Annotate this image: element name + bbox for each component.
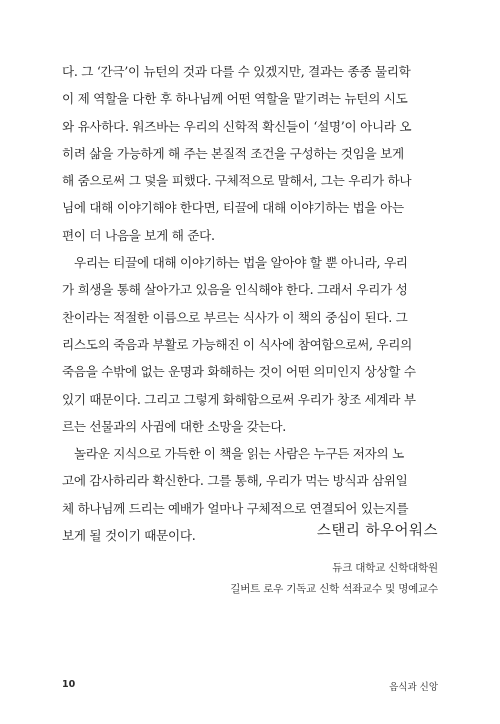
- page-number: 10: [62, 679, 76, 690]
- text-line: 가 희생을 통해 살아가고 있음을 인식해야 한다. 그래서 우리가 성: [62, 282, 408, 298]
- text-line: 르는 선물과의 사귐에 대한 소망을 갖는다.: [62, 418, 286, 434]
- text-line: 해 줌으로써 그 덫을 피했다. 구체적으로 말해서, 그는 우리가 하나: [62, 173, 412, 189]
- text-line: 고에 감사하리라 확신한다. 그를 통해, 우리가 먹는 방식과 삼위일: [62, 473, 408, 489]
- text-line: 님에 대해 이야기해야 한다면, 티끌에 대해 이야기하는 법을 아는: [62, 200, 404, 216]
- page-body: [62, 58, 440, 549]
- body-paragraph-1: [62, 58, 440, 249]
- text-line: 우리는 티끌에 대해 이야기하는 법을 알아야 할 뿐 아니라, 우리: [74, 255, 408, 271]
- text-line: 있기 때문이다. 그리고 그렇게 화해함으로써 우리가 창조 세계라 부: [62, 391, 416, 407]
- text-line: 다. 그 ‘간극’이 뉴턴의 것과 다를 수 있겠지만, 결과는 종종 물리학: [62, 64, 411, 79]
- text-line: 리스도의 죽음과 부활로 가능해진 이 식사에 참여함으로써, 우리의: [62, 336, 412, 352]
- text-line: 찬이라는 적절한 이름으로 부르는 식사가 이 책의 중심이 된다. 그: [62, 309, 408, 325]
- running-title: 음식과 신앙: [389, 682, 438, 693]
- text-line: 죽음을 수밖에 없는 운명과 화해하는 것이 어떤 의미인지 상상할 수: [62, 364, 416, 380]
- body-paragraph-2: [62, 249, 440, 440]
- page-footer: [62, 679, 438, 693]
- text-line: 이 제 역할을 다한 후 하나님께 어떤 역할을 맡기려는 뉴턴의 시도: [62, 91, 408, 107]
- author-affiliation: 듀크 대학교 신학대학원: [332, 562, 438, 574]
- author-title: 길버트 로우 기독교 신학 석좌교수 및 명예교수: [230, 583, 438, 595]
- signature-block: [230, 519, 438, 600]
- text-line: 와 유사하다. 워즈바는 우리의 신학적 확신들이 ‘설명’이 아니라 오: [62, 118, 412, 134]
- text-line: 보게 될 것이기 때문이다.: [62, 528, 196, 544]
- text-line: 체 하나님께 드리는 예배가 얼마나 구체적으로 연결되어 있는지를: [62, 500, 409, 516]
- text-line: 히려 삶을 가능하게 해 주는 본질적 조건을 구성하는 것임을 보게: [62, 145, 404, 161]
- text-line: 편이 더 나음을 보게 해 준다.: [62, 227, 215, 243]
- author-name: 스탠리 하우어워스: [316, 523, 438, 539]
- text-line: 놀라운 지식으로 가득한 이 책을 읽는 사람은 누구든 저자의 노: [74, 446, 404, 462]
